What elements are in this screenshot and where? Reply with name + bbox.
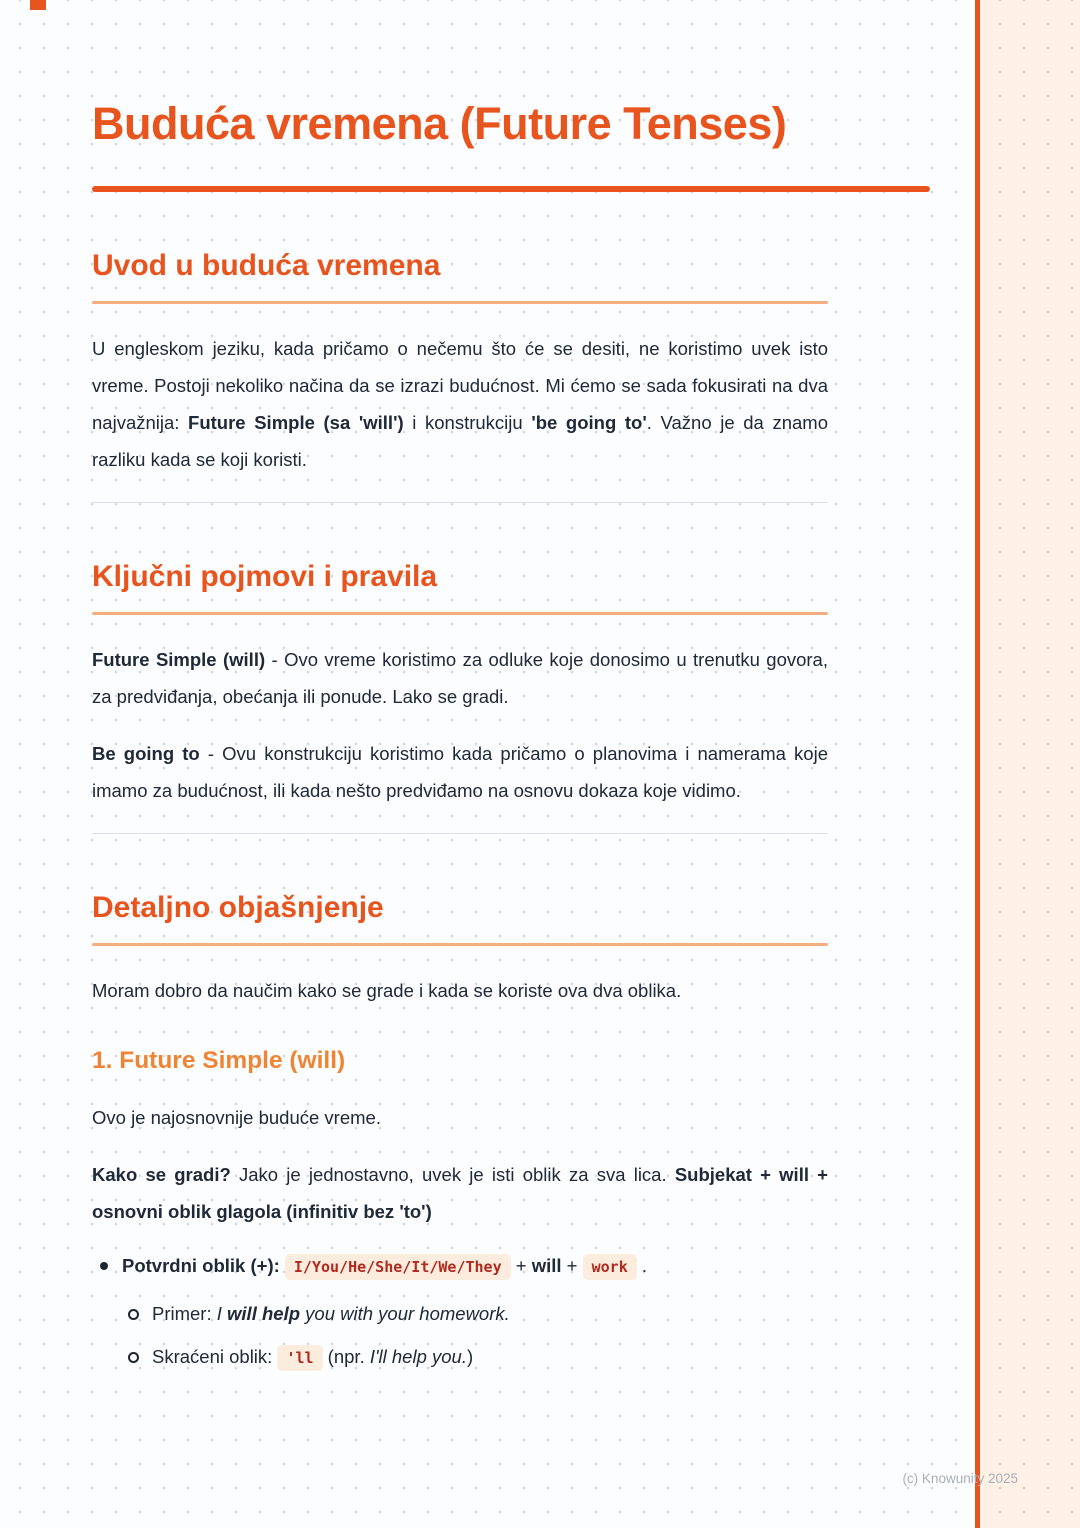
text-run: + [510,1254,532,1276]
text-run: - Ovo vreme koristimo za odluke koje donosimo u trenutku govora, za predviđanja, obećanja ili ponude. Lako se gradi. [92,648,828,707]
text-run-italic: I'll help you. [369,1345,467,1367]
text-run: . [636,1254,648,1276]
text-run-bold: 'be going to' [531,411,647,433]
document-body [92,0,938,1377]
paragraph-basic [92,1099,828,1136]
text-run-italic: I [216,1302,228,1324]
section-uvod [92,248,938,478]
text-run: ) [466,1345,474,1367]
text-run: . Važno je da znamo razliku kada se koji koristi. [92,411,828,470]
text-run-bold: will [531,1254,562,1276]
text-run-bold: Potvrdni oblik (+): [122,1254,285,1276]
text-run-bold: Future Simple (will) [92,648,266,670]
text-run: + [561,1254,583,1276]
text-run-bold: Be going to [92,742,200,764]
text-run: Primer: [152,1302,217,1324]
text-run-bold-italic: will help [227,1302,301,1324]
section-detaljno [92,890,938,1377]
document-title: Buduća vremena (Future Tenses) [92,98,787,149]
corner-tab-decoration [30,0,46,10]
text-run: i konstrukciju [403,411,532,433]
heading-underline [92,301,828,304]
paragraph-be-going-to [92,735,828,809]
text-run: Ovo je najosnovnije buduće vreme. [92,1106,381,1128]
text-run-bold: Kako se gradi? [92,1163,231,1185]
right-margin-column [980,0,1080,1528]
subsection-heading-future-simple: 1. Future Simple (will) [92,1046,346,1074]
section-heading-uvod: Uvod u buduća vremena [92,248,441,282]
section-kljucni [92,559,938,809]
right-margin-line [975,0,980,1528]
text-run: U engleskom jeziku, kada pričamo o nečemu što će se desiti, ne koristimo uvek isto vreme. Postoji nekoliko načina da se izrazi budućnost. Mi ćemo se sada fokusirati na dva najvažnija: [92,337,828,433]
paragraph-future-simple [92,641,828,715]
title-underline [92,186,930,192]
copyright-note: (c) Knowunity 2025 [902,1471,1018,1486]
text-run: - Ovu konstrukciju koristimo kada pričamo o planovima i namerama koje imamo za budućnost, ili kada nešto predviđamo na osnovu dokaza koje vidimo. [92,742,828,801]
section-heading-detaljno: Detaljno objašnjenje [92,890,384,924]
code-chip-contraction: 'll [277,1345,322,1371]
heading-underline [92,943,828,946]
text-run-bold: Future Simple (sa 'will') [188,411,404,433]
section-heading-kljucni: Ključni pojmovi i pravila [92,559,438,593]
text-run: (npr. [322,1345,370,1367]
bullet-list [92,1246,852,1377]
heading-underline [92,612,828,615]
code-chip-subjects: I/You/He/She/It/We/They [285,1254,511,1280]
text-run-bold: Subjekat + will + osnovni oblik glagola (infinitiv bez 'to') [92,1163,828,1222]
list-item-short-form [122,1338,852,1377]
code-chip-verb: work [583,1254,637,1280]
sub-bullet-list [122,1295,852,1377]
paragraph-uvod [92,330,828,478]
list-item-example [122,1295,852,1332]
text-run: Skraćeni oblik: [152,1345,278,1367]
text-run: Jako je jednostavno, uvek je isti oblik za sva lica. [230,1163,675,1185]
text-run-italic: you with your homework. [300,1302,510,1324]
paragraph-intro [92,972,828,1009]
text-run: Moram dobro da naučim kako se grade i kada se koriste ova dva oblika. [92,979,682,1001]
paragraph-kako-se-gradi [92,1156,828,1230]
list-item-affirmative-form [92,1246,852,1377]
section-divider [92,833,828,834]
section-divider [92,502,828,503]
